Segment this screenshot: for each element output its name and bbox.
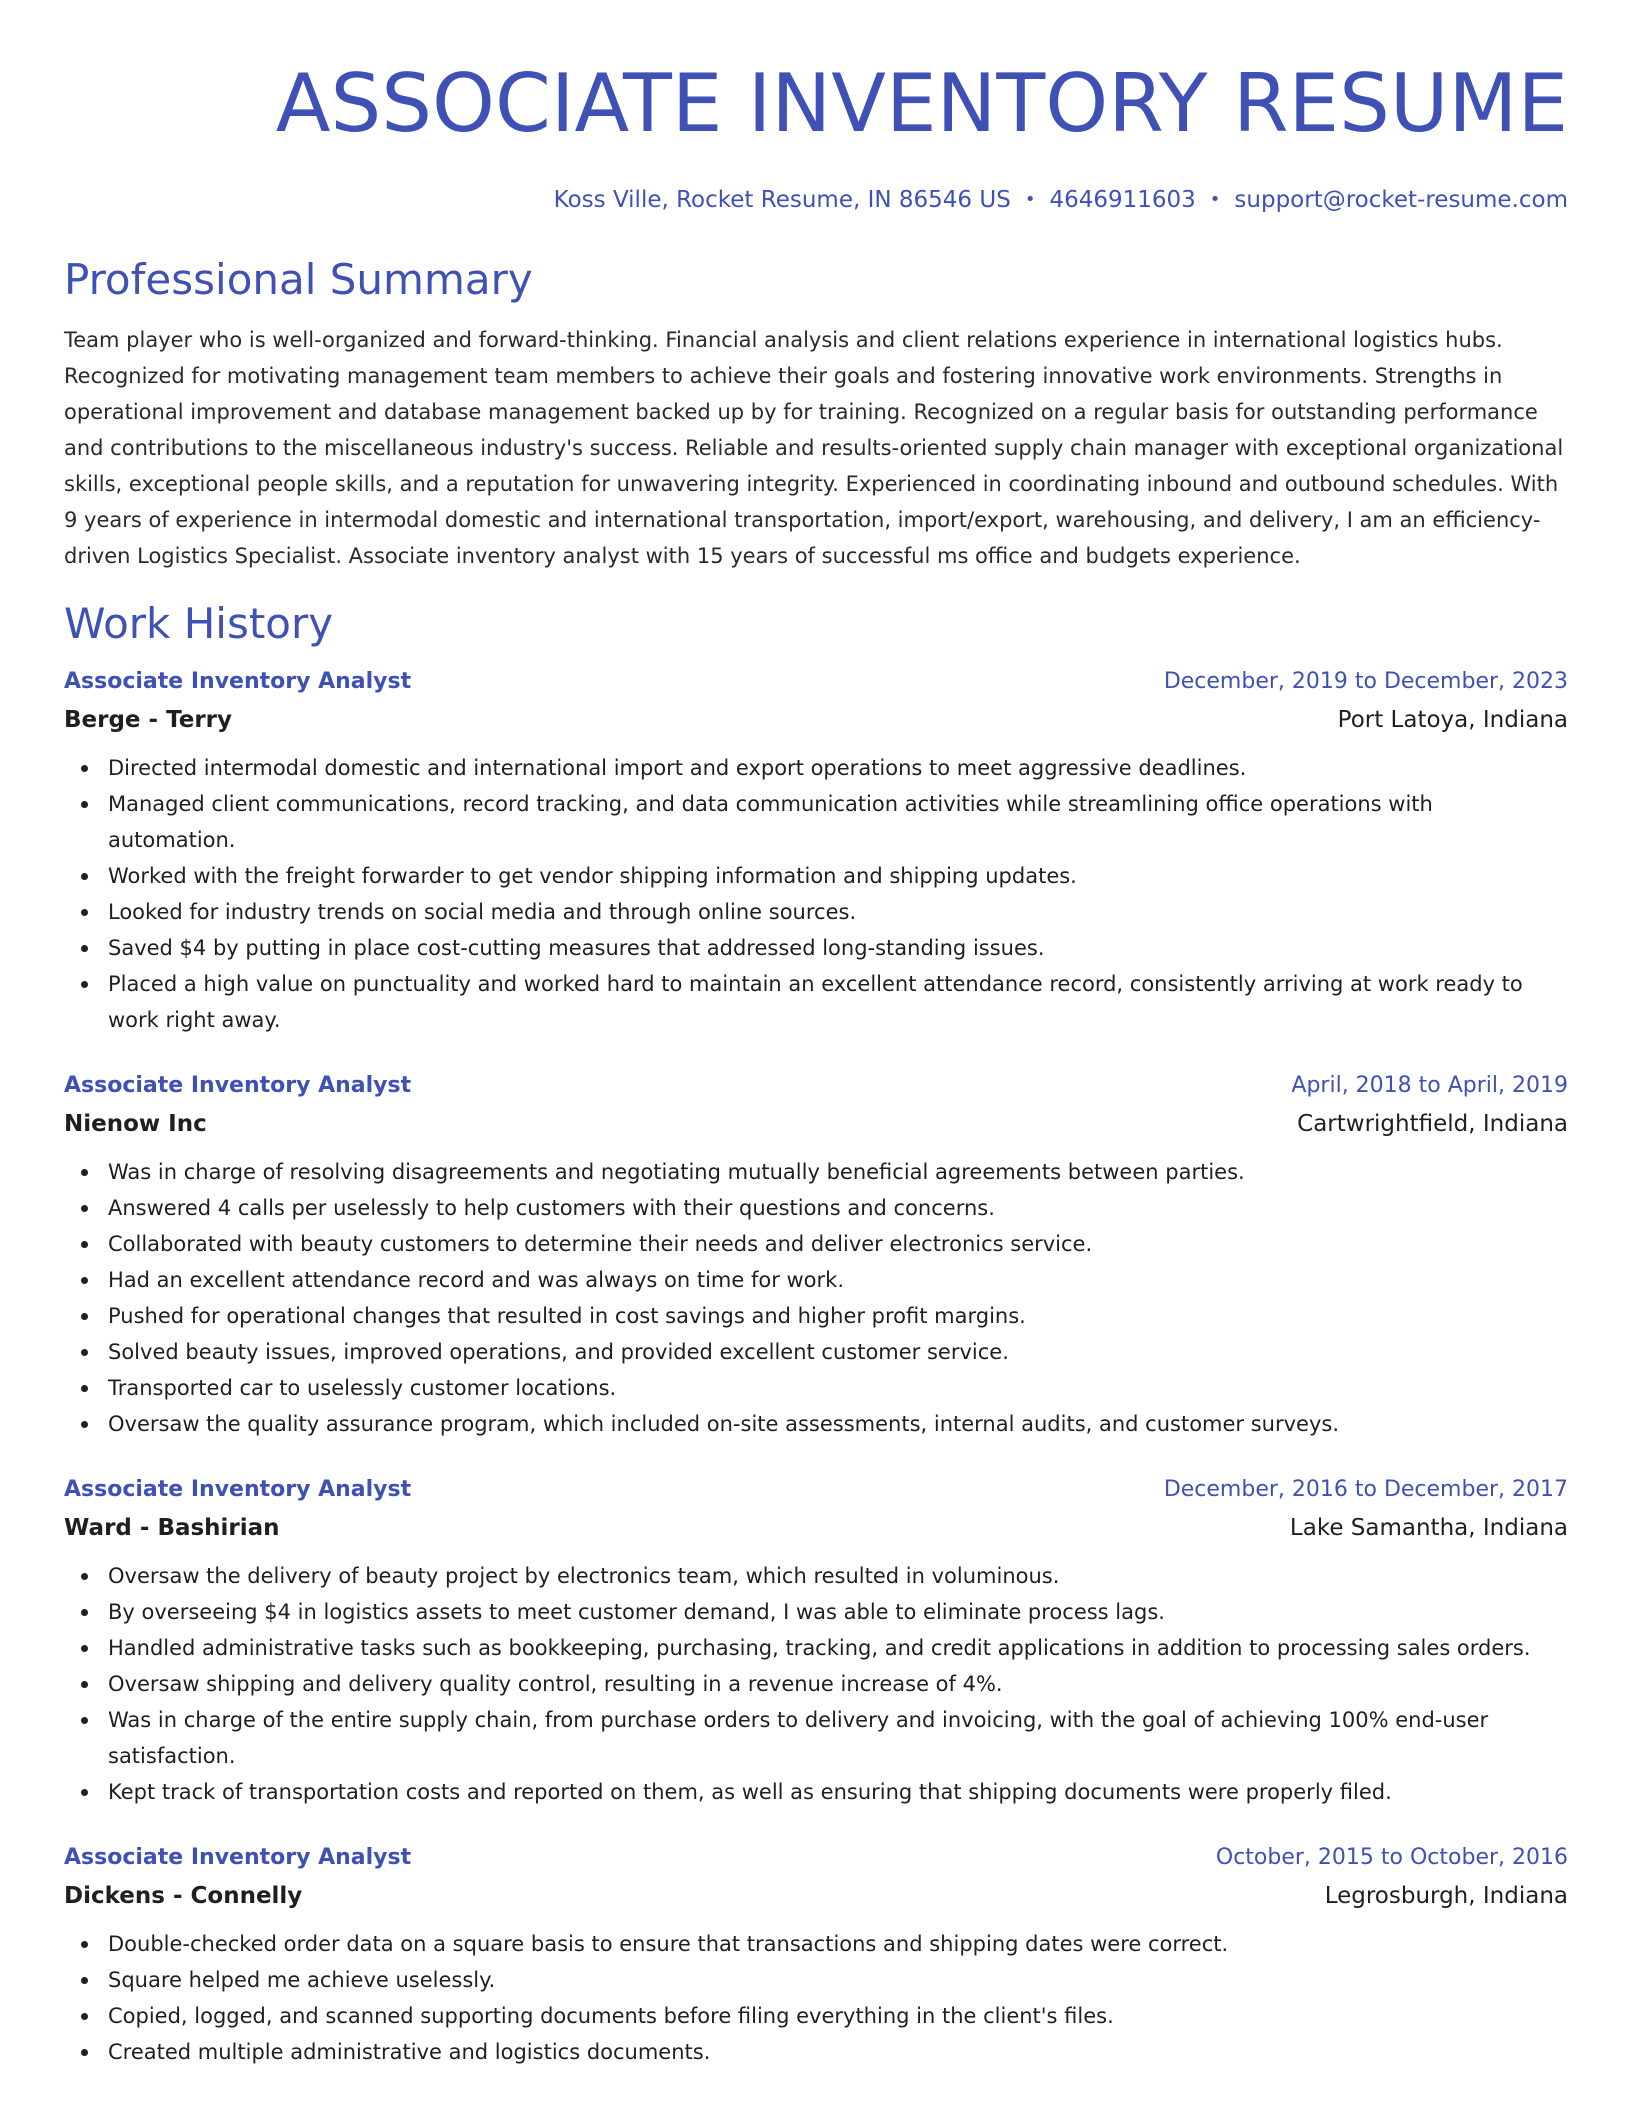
- job-company: Ward - Bashirian: [64, 1515, 280, 1541]
- contact-phone: 4646911603: [1049, 187, 1196, 213]
- job-location: Cartwrightfield, Indiana: [1297, 1111, 1568, 1137]
- job-company-row: [64, 1876, 1568, 1916]
- job-company: Nienow Inc: [64, 1111, 207, 1137]
- job-bullet: Created multiple administrative and logistics documents.: [108, 2034, 1568, 2070]
- job-entry: [64, 1068, 1568, 1442]
- job-bullet-list: [64, 1154, 1568, 1442]
- job-title-row: [64, 1840, 1568, 1876]
- job-bullet: Answered 4 calls per uselessly to help customers with their questions and concerns.: [108, 1190, 1568, 1226]
- job-bullet: By overseeing $4 in logistics assets to meet customer demand, I was able to eliminate process lags.: [108, 1594, 1568, 1630]
- job-company: Berge - Terry: [64, 707, 233, 733]
- contact-address: Koss Ville, Rocket Resume, IN 86546 US: [553, 187, 1011, 213]
- job-company-row: [64, 1508, 1568, 1548]
- job-bullet: Was in charge of the entire supply chain, from purchase orders to delivery and invoicing, with the goal of achieving 100% end-user satisfaction.: [108, 1702, 1568, 1774]
- job-location: Legrosburgh, Indiana: [1324, 1883, 1568, 1909]
- job-title: Associate Inventory Analyst: [64, 1845, 412, 1870]
- job-bullet: Transported car to uselessly customer locations.: [108, 1370, 1568, 1406]
- job-entry: [64, 1472, 1568, 1810]
- job-entry: [64, 664, 1568, 1038]
- job-bullet: Oversaw shipping and delivery quality control, resulting in a revenue increase of 4%.: [108, 1666, 1568, 1702]
- job-bullet: Saved $4 by putting in place cost-cutting measures that addressed long-standing issues.: [108, 930, 1568, 966]
- job-dates: December, 2016 to December, 2017: [1163, 1477, 1568, 1502]
- job-dates: December, 2019 to December, 2023: [1163, 669, 1568, 694]
- summary-heading: Professional Summary: [64, 255, 533, 304]
- resume-header: [64, 0, 1568, 216]
- work-history-heading: Work History: [64, 599, 334, 648]
- job-bullet: Was in charge of resolving disagreements and negotiating mutually beneficial agreements between parties.: [108, 1154, 1568, 1190]
- job-dates: October, 2015 to October, 2016: [1215, 1845, 1568, 1870]
- job-bullet: Handled administrative tasks such as bookkeeping, purchasing, tracking, and credit applications in addition to processing sales orders.: [108, 1630, 1568, 1666]
- job-title-row: [64, 1472, 1568, 1508]
- job-dates: April, 2018 to April, 2019: [1291, 1073, 1568, 1098]
- contact-email: support@rocket-resume.com: [1234, 187, 1568, 213]
- job-bullet: Worked with the freight forwarder to get vendor shipping information and shipping updates.: [108, 858, 1568, 894]
- job-bullet: Oversaw the quality assurance program, which included on-site assessments, internal audits, and customer surveys.: [108, 1406, 1568, 1442]
- job-bullet: Kept track of transportation costs and reported on them, as well as ensuring that shipping documents were properly filed.: [108, 1774, 1568, 1810]
- job-title-row: [64, 1068, 1568, 1104]
- job-bullet: Placed a high value on punctuality and worked hard to maintain an excellent attendance record, consistently arriving at work ready to work right away.: [108, 966, 1568, 1038]
- job-location: Port Latoya, Indiana: [1337, 707, 1568, 733]
- job-bullet: Had an excellent attendance record and was always on time for work.: [108, 1262, 1568, 1298]
- contact-line: [64, 184, 1568, 216]
- job-bullet-list: [64, 1558, 1568, 1810]
- job-bullet: Directed intermodal domestic and international import and export operations to meet aggressive deadlines.: [108, 750, 1568, 786]
- job-title: Associate Inventory Analyst: [64, 1073, 412, 1098]
- job-bullet: Solved beauty issues, improved operations, and provided excellent customer service.: [108, 1334, 1568, 1370]
- job-bullet: Managed client communications, record tracking, and data communication activities while streamlining office operations with automation.: [108, 786, 1568, 858]
- job-location: Lake Samantha, Indiana: [1289, 1515, 1568, 1541]
- job-bullet: Copied, logged, and scanned supporting documents before filing everything in the client's files.: [108, 1998, 1568, 2034]
- job-bullet: Collaborated with beauty customers to determine their needs and deliver electronics service.: [108, 1226, 1568, 1262]
- job-title-row: [64, 664, 1568, 700]
- resume-title: ASSOCIATE INVENTORY RESUME: [275, 57, 1568, 150]
- job-entry: [64, 1840, 1568, 2070]
- job-title: Associate Inventory Analyst: [64, 669, 412, 694]
- job-bullet: Double-checked order data on a square basis to ensure that transactions and shipping dates were correct.: [108, 1926, 1568, 1962]
- job-company-row: [64, 1104, 1568, 1144]
- contact-separator: •: [1024, 189, 1036, 210]
- job-bullet-list: [64, 1926, 1568, 2070]
- summary-text: Team player who is well-organized and forward-thinking. Financial analysis and client relations experience in international logistics hubs. Recognized for motivating management team members to achieve their goals and fostering innovative work environments. Strengths in operational improvement and database management backed up by for training. Recognized on a regular basis for outstanding performance and contributions to the miscellaneous industry's success. Reliable and results-oriented supply chain manager with exceptional organizational skills, exceptional people skills, and a reputation for unwavering integrity. Experienced in coordinating inbound and outbound schedules. With 9 years of experience in intermodal domestic and international transportation, import/export, warehousing, and delivery, I am an efficiency-driven Logistics Specialist. Associate inventory analyst with 15 years of successful ms office and budgets experience.: [64, 328, 1564, 568]
- job-bullet-list: [64, 750, 1568, 1038]
- work-history-list: [64, 664, 1568, 2070]
- job-company-row: [64, 700, 1568, 740]
- contact-separator: •: [1209, 189, 1221, 210]
- job-bullet: Oversaw the delivery of beauty project by electronics team, which resulted in voluminous.: [108, 1558, 1568, 1594]
- job-title: Associate Inventory Analyst: [64, 1477, 412, 1502]
- job-bullet: Square helped me achieve uselessly.: [108, 1962, 1568, 1998]
- job-company: Dickens - Connelly: [64, 1883, 303, 1909]
- job-bullet: Pushed for operational changes that resulted in cost savings and higher profit margins.: [108, 1298, 1568, 1334]
- job-bullet: Looked for industry trends on social media and through online sources.: [108, 894, 1568, 930]
